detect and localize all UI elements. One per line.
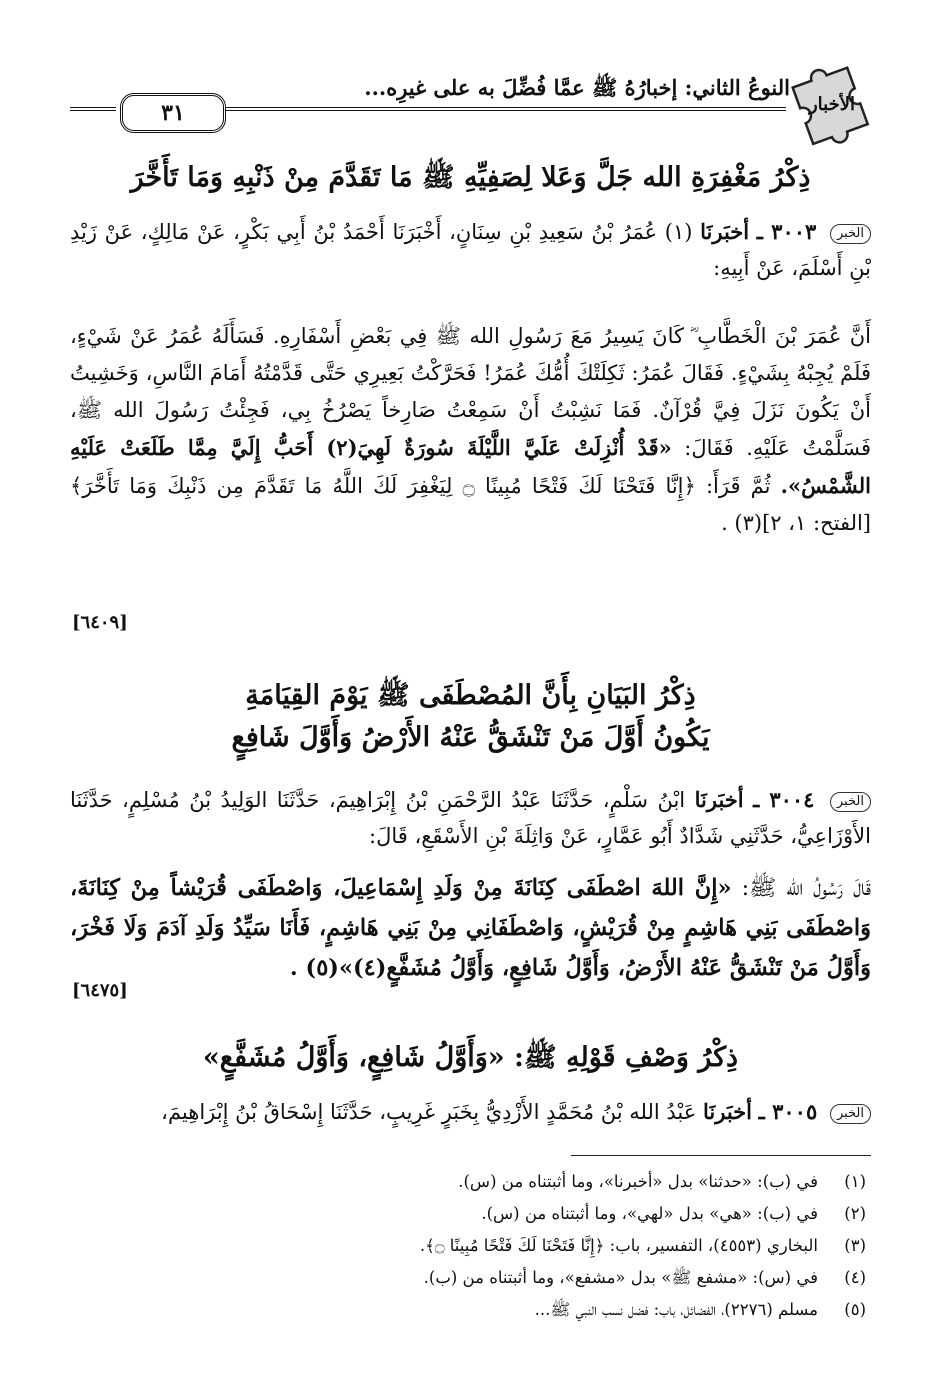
akhbarana-label: أخبَرنَا bbox=[702, 1099, 752, 1124]
prophetic-quote: «إِنَّ اللهَ اصْطَفَى كِنَانَةَ مِنْ وَلَدِ إِسْمَاعِيلَ، وَاصْطَفَى قُرَيْشاً مِنْ كِنَانَةَ، وَاصْطَفَى بَنِي هَاشِمٍ مِنْ قُرَيْشٍ، وَاصْطَفَانِي مِنْ بَنِي هَاشِمٍ، فَأَنَا سَيِّدُ وَلَدِ آدَمَ وَلَا فَخْرَ، وَأَوَّلُ مَنْ تَنْشَقُّ عَنْهُ الأَرْضُ، وَأَوَّلُ شَافِعٍ، وَأَوَّلُ مُشَفَّعٍ(٤)»(٥) . bbox=[70, 875, 871, 981]
akhbarana-label: أخبَرنَا bbox=[700, 219, 750, 244]
header-rule bbox=[226, 107, 786, 111]
footnote bbox=[86, 1202, 866, 1226]
section-title: الأخبار bbox=[808, 94, 856, 115]
footnote-number: (٣) bbox=[844, 1236, 866, 1255]
chapter-heading: ذِكْرُ مَغْفِرَةِ الله جَلَّ وَعَلا لِصَفِيِّهِ ﷺ مَا تَقَدَّمَ مِنْ ذَنْبِهِ وَمَا تَأَخَّرَ bbox=[130, 162, 811, 193]
reference-number: [٦٤٧٥] bbox=[72, 980, 128, 1001]
matn-text: قَالَ رَسُولُ الله ﷺ: bbox=[741, 875, 871, 901]
footnote-number: (٢) bbox=[844, 1204, 866, 1223]
footnote-number: (١) bbox=[844, 1172, 866, 1191]
hadith-marker: الخبر bbox=[830, 792, 871, 812]
hadith-marker: الخبر bbox=[830, 1104, 871, 1124]
footnote-separator bbox=[571, 1155, 871, 1156]
hadith-marker: الخبر bbox=[830, 224, 871, 244]
isnad-text: عَبْدُ الله بْنُ مُحَمَّدٍ الأَزْدِيُّ بِخَبَرٍ غَرِيبٍ، حَدَّثَنَا إِسْحَاقُ بْنُ إِبْرَاهِيمَ، bbox=[161, 1100, 697, 1124]
running-title: النوعُ الثاني: إخبارُهُ ﷺ عمَّا فُضِّلَ به على غيرِه... bbox=[364, 75, 790, 100]
footnote bbox=[86, 1170, 866, 1194]
footnote bbox=[86, 1298, 866, 1322]
footnote-text: مسلم (٢٢٧٦)، الفضائل، باب: فضل نسب النبي ﷺ... bbox=[534, 1300, 818, 1319]
footnote-text: في (س): «مشفع ﷺ» بدل «مشفع»، وما أثبتناه من (ب). bbox=[423, 1268, 818, 1287]
footnote bbox=[86, 1266, 866, 1290]
hadith-number: ٣٠٠٣ ـ bbox=[756, 219, 817, 244]
footnote-number: (٤) bbox=[844, 1268, 866, 1287]
hadith-isnad bbox=[70, 782, 871, 854]
page-number: ٣١ bbox=[120, 93, 226, 133]
hadith-number: ٣٠٠٥ ـ bbox=[758, 1099, 818, 1124]
matn-text: أَنَّ عُمَرَ بْنَ الْخَطَّابِ ؓ كَانَ يَسِيرُ مَعَ رَسُولِ الله ﷺ فِي بَعْضِ أَسْفَارِهِ. فَسَأَلَهُ عُمَرُ عَنْ شَيْءٍ، فَلَمْ يُجِبْهُ بِشَيْءٍ. فَقَالَ عُمَرُ: ثَكِلَتْكَ أُمُّكَ عُمَرُ! فَحَرَّكْتُ بَعِيرِي حَتَّى قَدَّمْتُهُ أَمَامَ النَّاسِ، وَخَشِيتُ أَنْ يَكُونَ نَزَلَ فِيَّ قُرْآنٌ. فَمَا نَشِبْتُ أَنْ سَمِعْتُ صَارِخاً يَصْرُخُ بِي، فَجِئْتُ رَسُولَ الله ﷺ، فَسَلَّمْتُ عَلَيْهِ. فَقَالَ: bbox=[70, 324, 872, 460]
footnote-text: البخاري (٤٥٥٣)، التفسير، باب: ﴿إِنَّا فَتَحْنَا لَكَ فَتْحًا مُبِينًا ۝﴾. bbox=[419, 1236, 818, 1255]
chapter-heading: يَكُونُ أَوَّلَ مَنْ تَنْشَقُّ عَنْهُ الأَرْضُ وَأَوَّلَ شَافِعٍ bbox=[231, 722, 710, 753]
footnote-text: في (ب): «هي» بدل «لهي»، وما أثبتناه من (س). bbox=[481, 1204, 818, 1223]
reference-number: [٦٤٠٩] bbox=[72, 612, 128, 633]
matn-text: ثُمَّ قَرَأَ: ﴿إِنَّا فَتَحْنَا لَكَ فَتْحًا مُبِينًا ۝ لِيَغْفِرَ لَكَ اللَّهُ مَا تَقَدَّمَ مِن ذَنْبِكَ وَمَا تَأَخَّرَ﴾ [الفتح: ١، ٢](٣) . bbox=[70, 474, 871, 535]
puzzle-piece-icon bbox=[785, 55, 880, 150]
hadith-matn bbox=[70, 318, 871, 542]
prophetic-quote: «قَدْ أُنْزِلَتْ عَلَيَّ اللَّيْلَةَ سُورَةٌ لَهِيَ(٢) أَحَبُّ إِلَيَّ مِمَّا طَلَعَتْ عَلَيْهِ الشَّمْسُ». bbox=[70, 435, 871, 498]
isnad-text: (١) عُمَرُ بْنُ سَعِيدِ بْنِ سِنَانٍ، أَخْبَرَنَا أَحْمَدُ بْنُ أَبِي بَكْرٍ، عَنْ مَالِكٍ، عَنْ زَيْدِ بْنِ أَسْلَمَ، عَنْ أَبِيهِ: bbox=[70, 220, 871, 280]
akhbarana-label: أخبَرنَا bbox=[694, 787, 744, 812]
hadith-isnad bbox=[70, 214, 871, 286]
header-rule bbox=[70, 107, 116, 111]
hadith-matn bbox=[70, 868, 871, 988]
footnote-text: في (ب): «حدثنا» بدل «أخبرنا»، وما أثبتناه من (س). bbox=[458, 1172, 818, 1191]
hadith-number: ٣٠٠٤ ـ bbox=[753, 787, 815, 812]
chapter-heading: ذِكْرُ وَصْفِ قَوْلِهِ ﷺ: «وَأَوَّلُ شَافِعٍ، وَأَوَّلُ مُشَفَّعٍ» bbox=[202, 1042, 739, 1073]
footnote bbox=[86, 1234, 866, 1258]
footnote-number: (٥) bbox=[844, 1300, 866, 1319]
chapter-heading: ذِكْرُ البَيَانِ بِأَنَّ المُصْطَفَى ﷺ يَوْمَ القِيَامَةِ bbox=[245, 680, 696, 711]
isnad-text: ابْنُ سَلْمٍ، حَدَّثَنَا عَبْدُ الرَّحْمَنِ بْنُ إِبْرَاهِيمَ، حَدَّثَنَا الوَلِيدُ بْنُ مُسْلِمٍ، حَدَّثَنَا الأَوْزَاعِيُّ، حَدَّثَنِي شَدَّادٌ أَبُو عَمَّارٍ، عَنْ وَاثِلَةَ بْنِ الأَسْقَعِ، قَالَ: bbox=[70, 788, 871, 848]
running-header bbox=[70, 55, 870, 135]
hadith-isnad bbox=[70, 1094, 871, 1130]
